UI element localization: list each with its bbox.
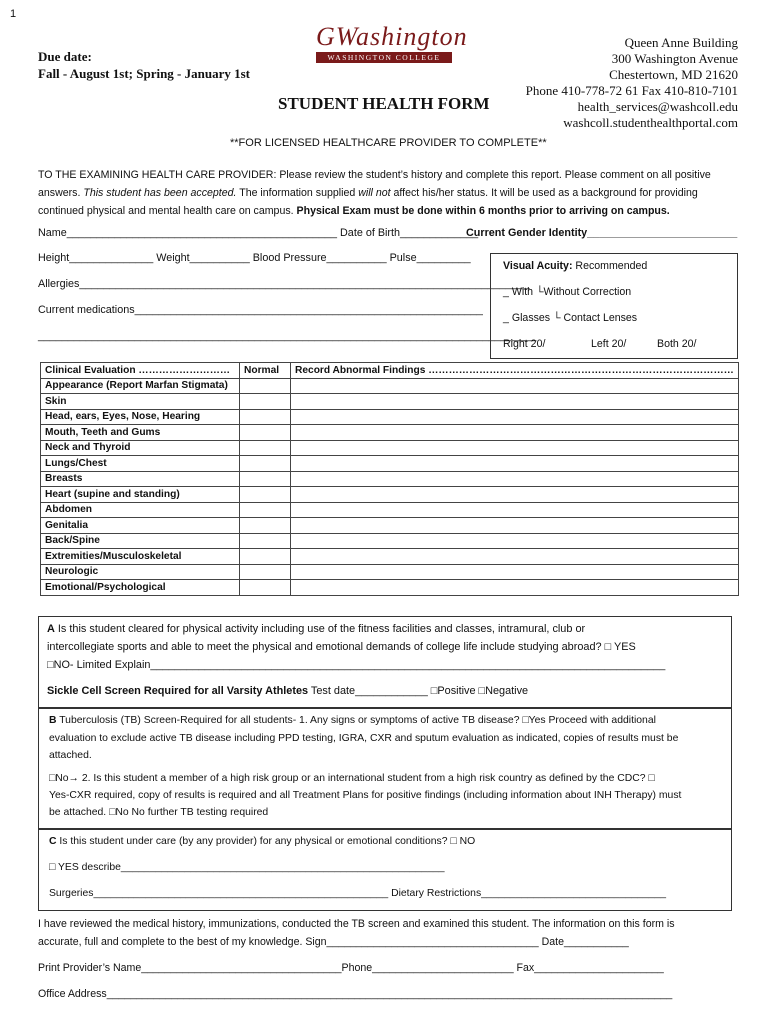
address-line: Queen Anne Building [624, 35, 738, 50]
table-row [41, 456, 739, 472]
office-address-field[interactable]: Office Address________________________________________________________________________________________________ [38, 988, 673, 1000]
table-row [41, 394, 739, 410]
tb-text: attached. [49, 750, 92, 761]
row-label: Neck and Thyroid [41, 440, 240, 456]
normal-cell[interactable] [240, 425, 291, 441]
findings-cell[interactable] [291, 502, 739, 518]
findings-cell[interactable] [291, 518, 739, 534]
due-date-value: Fall - August 1st; Spring - January 1st [38, 66, 250, 81]
findings-cell[interactable] [291, 533, 739, 549]
findings-cell[interactable] [291, 549, 739, 565]
address-line: 300 Washington Avenue [611, 51, 738, 66]
findings-cell[interactable] [291, 440, 739, 456]
row-label: Abdomen [41, 502, 240, 518]
row-label: Skin [41, 394, 240, 410]
address-line: Chestertown, MD 21620 [609, 67, 738, 82]
findings-cell[interactable] [291, 564, 739, 580]
row-label: Lungs/Chest [41, 456, 240, 472]
column-header: Record Abnormal Findings ……………………………………………………………………………… [291, 363, 739, 379]
normal-cell[interactable] [240, 409, 291, 425]
care-question[interactable]: C Is this student under care (by any provider) for any physical or emotional conditions? □ NO [49, 836, 476, 847]
medications-continued-field[interactable]: ___________________________________________________________________________________ [38, 330, 537, 342]
lens-options[interactable]: _ Glasses └ Contact Lenses [503, 312, 638, 324]
allergies-field[interactable]: Allergies___________________________________________________________________________ [38, 278, 530, 290]
row-label: Extremities/Musculoskeletal [41, 549, 240, 565]
tb-no-option[interactable]: be attached. □No No further TB testing required [49, 807, 269, 818]
table-row [41, 487, 739, 503]
column-header: Clinical Evaluation ……………………… [41, 363, 240, 379]
section-b-box [38, 708, 732, 829]
college-logo [316, 22, 468, 64]
portal-link[interactable]: washcoll.studenthealthportal.com [563, 115, 738, 130]
table-row [41, 533, 739, 549]
instructions-paragraph [38, 166, 738, 220]
table-row [41, 549, 739, 565]
section-a-question-cont[interactable]: intercollegiate sports and able to meet the physical and emotional demands of college life include studying abroad? □ YES [47, 641, 636, 653]
findings-cell[interactable] [291, 409, 739, 425]
correction-options[interactable]: _ With └Without Correction [503, 286, 632, 298]
findings-cell[interactable] [291, 456, 739, 472]
provider-phone-fax-field[interactable]: Print Provider’s Name__________________________________Phone________________________ Fax______________________ [38, 962, 664, 974]
row-label: Genitalia [41, 518, 240, 534]
section-c-box [38, 829, 732, 911]
table-header-row [41, 363, 739, 379]
table-row [41, 564, 739, 580]
row-label: Back/Spine [41, 533, 240, 549]
row-label: Heart (supine and standing) [41, 487, 240, 503]
row-label: Neurologic [41, 564, 240, 580]
tb-text: evaluation to exclude active TB disease including PPD testing, IGRA, CXR and sputum evaluation as indicated, copies of results must be [49, 733, 679, 744]
form-title: STUDENT HEALTH FORM [278, 94, 490, 113]
signature-date-field[interactable]: accurate, full and complete to the best of my knowledge. Sign____________________________________ Date___________ [38, 936, 629, 948]
normal-cell[interactable] [240, 533, 291, 549]
normal-cell[interactable] [240, 456, 291, 472]
table-row [41, 502, 739, 518]
findings-cell[interactable] [291, 471, 739, 487]
findings-cell[interactable] [291, 394, 739, 410]
table-row [41, 440, 739, 456]
instr-text: The information supplied [236, 187, 359, 199]
acuity-both[interactable]: Both 20/ [657, 338, 697, 350]
section-a-box [38, 616, 732, 708]
normal-cell[interactable] [240, 549, 291, 565]
due-date [38, 48, 250, 82]
visual-acuity-title: Visual Acuity: Recommended [503, 260, 648, 272]
page-number: 1 [10, 8, 17, 20]
normal-cell[interactable] [240, 394, 291, 410]
findings-cell[interactable] [291, 378, 739, 394]
table-row [41, 378, 739, 394]
table-row [41, 471, 739, 487]
normal-cell[interactable] [240, 487, 291, 503]
acuity-right[interactable]: Right 20/ [503, 338, 546, 350]
normal-cell[interactable] [240, 471, 291, 487]
findings-cell[interactable] [291, 425, 739, 441]
instr-text: TO THE EXAMINING HEALTH CARE PROVIDER: Please review the student’s history and complete this report. Please comment on all positive answers. [38, 169, 711, 199]
findings-cell[interactable] [291, 487, 739, 503]
table-row [41, 580, 739, 596]
tb-question-2[interactable]: □No→ 2. Is this student a member of a high risk group or an international student from a high risk country as defined by the CDC? □ [49, 773, 655, 784]
email-link[interactable]: health_services@washcoll.edu [577, 99, 738, 114]
table-row [41, 425, 739, 441]
row-label: Head, ears, Eyes, Nose, Hearing [41, 409, 240, 425]
normal-cell[interactable] [240, 502, 291, 518]
instr-accepted: This student has been accepted. [83, 187, 237, 199]
address-block [526, 35, 738, 131]
instr-will-not: will not [358, 187, 391, 199]
surgeries-diet-field[interactable]: Surgeries___________________________________________________ Dietary Restrictions________________________________ [49, 888, 667, 899]
normal-cell[interactable] [240, 440, 291, 456]
medications-field[interactable]: Current medications__________________________________________________________ [38, 304, 483, 316]
clinical-evaluation-table [40, 362, 739, 596]
normal-cell[interactable] [240, 580, 291, 596]
name-dob-field[interactable]: Name_____________________________________________ Date of Birth_____________ [38, 227, 479, 239]
acuity-left[interactable]: Left 20/ [591, 338, 627, 350]
row-label: Mouth, Teeth and Gums [41, 425, 240, 441]
findings-cell[interactable] [291, 580, 739, 596]
tb-text[interactable]: Yes-CXR required, copy of results is required and all Treatment Plans for positive findings (including information about INH Therapy) must [49, 790, 682, 801]
normal-cell[interactable] [240, 564, 291, 580]
sickle-cell-line[interactable]: Sickle Cell Screen Required for all Varsity Athletes Test date____________ □Positive □Negative [47, 685, 529, 697]
normal-cell[interactable] [240, 378, 291, 394]
normal-cell[interactable] [240, 518, 291, 534]
tb-question-1[interactable]: B Tuberculosis (TB) Screen-Required for all students- 1. Any signs or symptoms of active TB disease? □Yes Proceed with additional [49, 715, 656, 726]
care-describe-field[interactable]: □ YES describe________________________________________________________ [49, 862, 445, 873]
column-header: Normal [240, 363, 291, 379]
attestation-text: I have reviewed the medical history, immunizations, conducted the TB screen and examined this student. The information on this form is [38, 918, 675, 930]
instr-text: affect his/her status. It will be used as a background for providing continued physical and mental health care on campus. [38, 187, 698, 217]
row-label: Appearance (Report Marfan Stigmata) [41, 378, 240, 394]
due-date-label: Due date: [38, 49, 92, 64]
vitals-field[interactable]: Height______________ Weight__________ Blood Pressure__________ Pulse_________ [38, 252, 471, 264]
section-a-question: A Is this student cleared for physical activity including use of the fitness facilities and classes, intramural, club or [47, 623, 586, 635]
table-row [41, 518, 739, 534]
limited-explain-field[interactable]: □NO- Limited Explain_____________________________________________________________________________________ [47, 659, 666, 671]
instructions-heading: **FOR LICENSED HEALTHCARE PROVIDER TO COMPLETE** [230, 137, 547, 149]
address-line: Phone 410-778-72 61 Fax 410-810-7101 [525, 83, 738, 98]
row-label: Emotional/Psychological [41, 580, 240, 596]
logo-banner: WASHINGTON COLLEGE [316, 52, 452, 63]
gender-identity-field[interactable]: Current Gender Identity_________________________ [466, 227, 738, 239]
row-label: Breasts [41, 471, 240, 487]
logo-signature: GWashington [316, 22, 468, 51]
table-row [41, 409, 739, 425]
visual-acuity-box [490, 253, 738, 359]
instr-exam-notice: Physical Exam must be done within 6 months prior to arriving on campus. [296, 205, 670, 217]
